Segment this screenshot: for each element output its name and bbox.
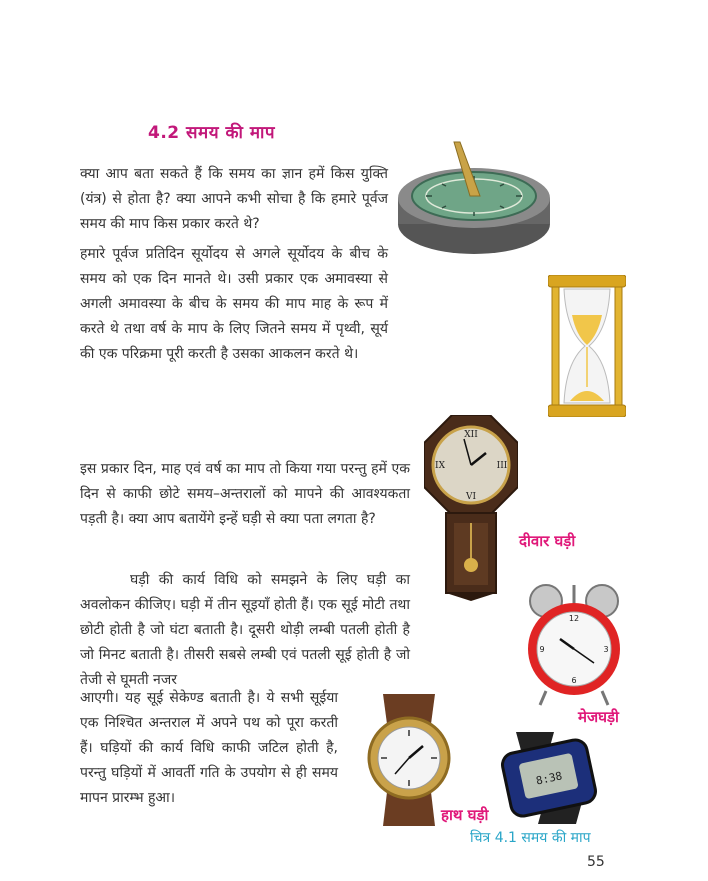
table-clock-image <box>524 577 624 711</box>
wrist-watch-image <box>365 694 453 826</box>
svg-text:XII: XII <box>464 430 478 440</box>
paragraph-4 <box>80 568 410 693</box>
table-clock-label: मेजघड़ी <box>578 708 619 726</box>
hourglass-image <box>548 275 626 417</box>
paragraph-4-text: घड़ी की कार्य विधि को समझने के लिए घड़ी का अवलोकन कीजिए। घड़ी में तीन सूइयाँ होती हैं। एक सूई मोटी तथा छोटी होती है जो घंटा बताती है। दूसरी थोड़ी लम्बी पतली होती है जो मिनट बताती है। तीसरी सबसे लम्बी एवं पतली सूई होती है जो तेजी से घूमती नजर <box>80 572 410 688</box>
sundial-image <box>396 140 554 262</box>
svg-text:12: 12 <box>568 614 580 623</box>
wall-clock-label: दीवार घड़ी <box>519 532 576 550</box>
paragraph-5 <box>80 686 338 811</box>
svg-text:3: 3 <box>603 645 609 654</box>
svg-text:9: 9 <box>539 645 545 654</box>
paragraph-3-text: इस प्रकार दिन, माह एवं वर्ष का माप तो किया गया परन्तु हमें एक दिन से काफी छोटे समय–अन्तरालों को मापने की आवश्यकता पड़ती है। क्या आप बतायेंगे इन्हें घड़ी से क्या पता लगता है? <box>80 461 410 527</box>
svg-text:6: 6 <box>571 676 577 685</box>
wall-clock-image <box>424 415 518 601</box>
section-heading: 4.2 समय की माप <box>148 123 276 143</box>
paragraph-2-text: हमारे पूर्वज प्रतिदिन सूर्योदय से अगले सूर्योदय के बीच के समय को एक दिन मानते थे। उसी प्रकार एक अमावस्या से अगली अमावस्या के बीच के समय की माप माह के रूप में करते थे तथा वर्ष के माप के लिए जितने समय में पृथ्वी, सूर्य की एक परिक्रमा पूरी करती है उसका आकलन करते थे। <box>80 246 388 362</box>
svg-text:III: III <box>496 461 508 471</box>
figure-caption: चित्र 4.1 समय की माप <box>470 830 591 846</box>
paragraph-1 <box>80 162 388 237</box>
wrist-watch-label: हाथ घड़ी <box>441 806 489 824</box>
paragraph-1-text: क्या आप बता सकते हैं कि समय का ज्ञान हमें किस युक्ति (यंत्र) से होता है? क्या आपने कभी सोचा है कि हमारे पूर्वज समय की माप किस प्रकार करते थे? <box>80 166 388 232</box>
page-number: 55 <box>587 854 605 870</box>
svg-text:IX: IX <box>435 461 445 471</box>
svg-text:VI: VI <box>465 492 477 502</box>
paragraph-5-text: आएगी। यह सूई सेकेण्ड बताती है। ये सभी सूईया एक निश्चित अन्तराल में अपने पथ को पूरा करती हैं। घड़ियों की कार्य विधि काफी जटिल होती है, परन्तु घड़ियों में आवर्ती गति के उपयोग से ही समय मापन प्रारम्भ हुआ। <box>80 690 338 806</box>
svg-text:8:38: 8:38 <box>534 769 564 788</box>
digital-watch-image <box>496 732 602 824</box>
paragraph-3 <box>80 457 410 532</box>
paragraph-2 <box>80 242 388 367</box>
